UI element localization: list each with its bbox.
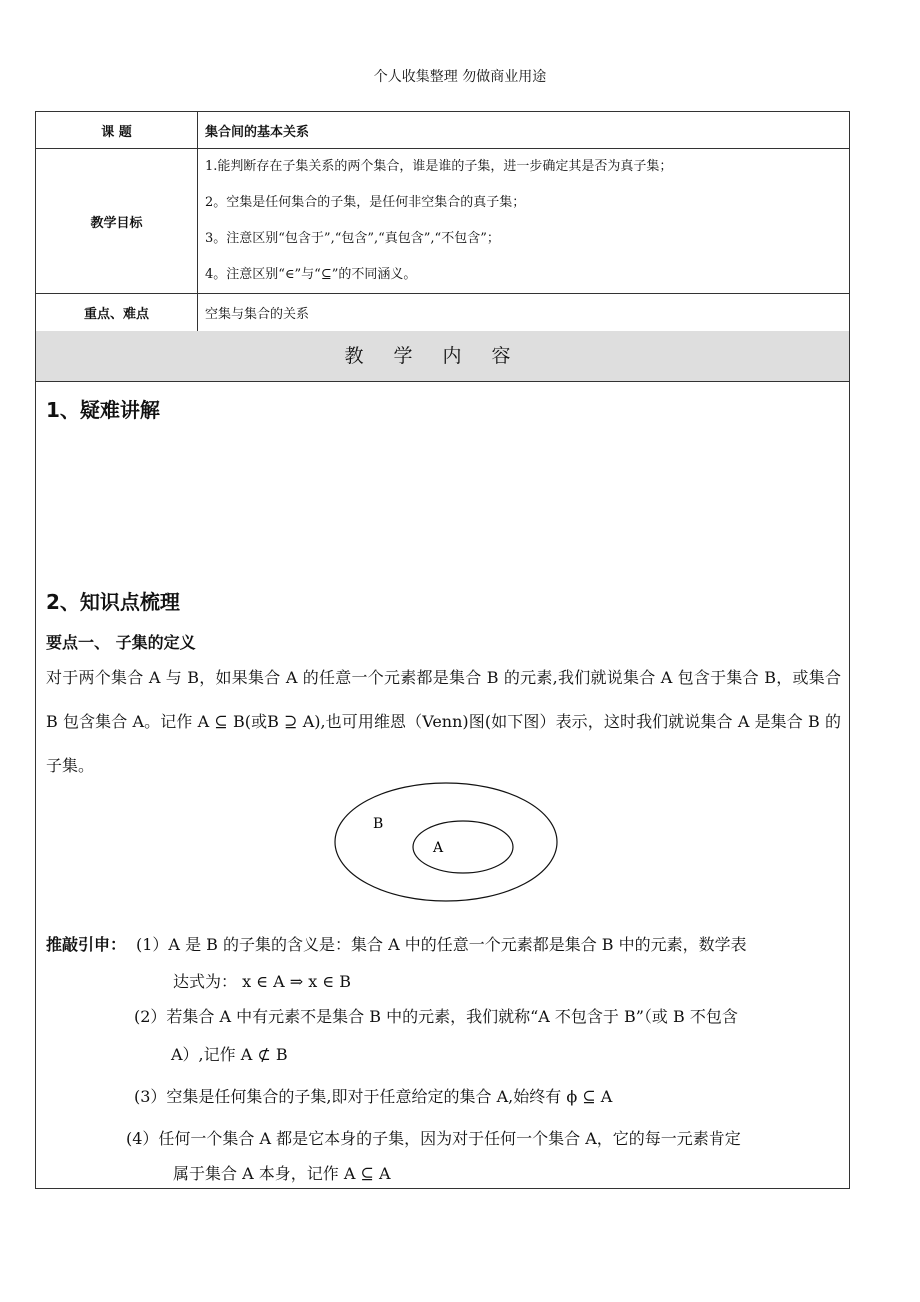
key-value: 空集与集合的关系 (198, 294, 850, 332)
goals-label: 教学目标 (36, 149, 198, 294)
venn-label-b: B (373, 816, 384, 832)
venn-label-a: A (433, 840, 444, 856)
goal-item: 2。空集是任何集合的子集，是任何非空集合的真子集； (205, 195, 526, 210)
section-title-1: 1、疑难讲解 (46, 398, 160, 422)
inner-set-ellipse (413, 821, 513, 873)
topic-row (36, 112, 850, 149)
key-row (36, 294, 850, 332)
lesson-info-table (35, 111, 850, 332)
topic-value: 集合间的基本关系 (198, 112, 850, 149)
goal-item: 4。注意区别“∈”与“⊆”的不同涵义。 (205, 267, 417, 282)
topic-label: 课 题 (36, 112, 198, 149)
goals-list (198, 149, 850, 294)
content-banner: 教学内容 (35, 331, 850, 382)
item2-line2: A）,记作 A ⊄ B (171, 1045, 288, 1064)
key-label: 重点、难点 (36, 294, 198, 332)
outer-set-ellipse (335, 783, 557, 901)
venn-diagram (333, 780, 559, 904)
item4-line2: 属于集合 A 本身，记作 A ⊆ A (173, 1164, 391, 1183)
content-area (35, 382, 850, 1189)
item3-line: (3）空集是任何集合的子集,即对于任意给定的集合 A,始终有 ϕ ⊆ A (134, 1087, 613, 1106)
page-header: 个人收集整理 勿做商业用途 (373, 69, 547, 85)
subset-definition: 对于两个集合 A 与 B，如果集合 A 的任意一个元素都是集合 B 的元素,我们就说集合 A 包含于集合 B，或集合 B 包含集合 A。记作 A ⊆ B(或B ⊇ A),也可用维恩（Venn)图(如下图）表示，这时我们就说集合 A 是集合 B 的子集。 (46, 668, 841, 775)
goal-item: 3。注意区别“包含于”,“包含”,“真包含”,“不包含”； (205, 231, 500, 246)
item1-line1: (1）A 是 B 的子集的含义是：集合 A 中的任意一个元素都是集合 B 中的元素，数学表 (136, 935, 747, 954)
derive-label: 推敲引申： (46, 935, 127, 954)
goal-item: 1.能判断存在子集关系的两个集合，谁是谁的子集，进一步确定其是否为真子集； (205, 159, 673, 174)
item2-line1: (2）若集合 A 中有元素不是集合 B 中的元素，我们就称“A 不包含于 B”（或 B 不包含 (134, 1007, 738, 1026)
item4-line1: (4）任何一个集合 A 都是它本身的子集，因为对于任何一个集合 A，它的每一元素肯定 (126, 1129, 741, 1148)
point1-title: 要点一、 子集的定义 (46, 633, 196, 652)
goals-row (36, 149, 850, 294)
section-title-2: 2、知识点梳理 (46, 590, 180, 614)
item1-line2: 达式为： x ∈ A ⇒ x ∈ B (173, 972, 352, 991)
